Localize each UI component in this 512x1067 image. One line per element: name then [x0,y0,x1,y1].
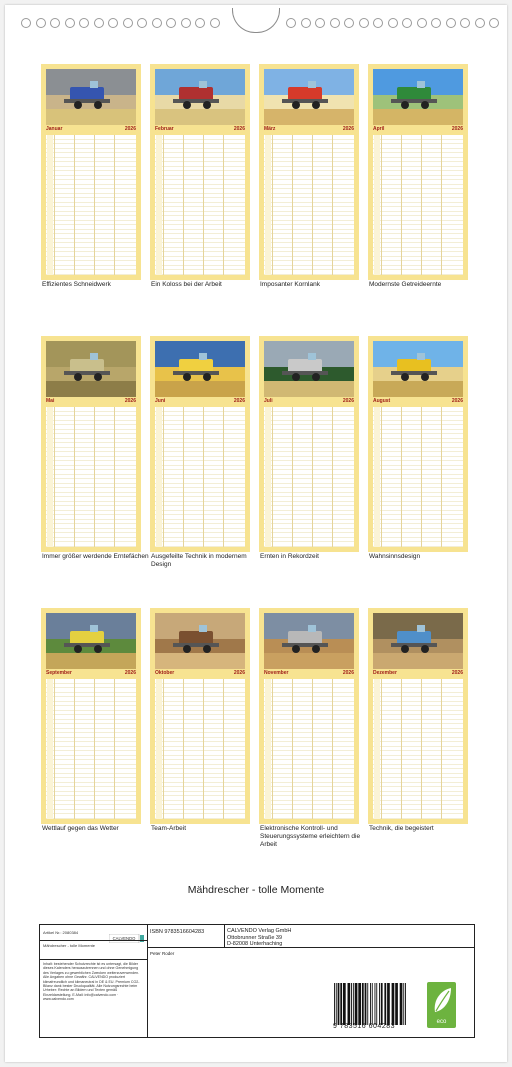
footer-divider [40,940,147,941]
month-caption: Ausgefeilte Technik in modernem Design [151,553,247,568]
month-caption: Modernste Getreideernte [369,281,442,288]
binding-hole [36,18,46,28]
month-header [373,397,463,407]
month-name: August [373,398,391,404]
month-page-august [368,336,468,552]
calvendo-logo [109,930,145,942]
month-header [264,669,354,679]
month-header [46,669,136,679]
day-grid [264,679,354,819]
month-year: 2026 [124,398,136,404]
month-name: Dezember [373,670,397,676]
binding-hole [50,18,60,28]
day-grid [155,135,245,275]
binding-hole [301,18,311,28]
month-caption: Elektronische Kontroll- und Steuerungssysteme erleichtern die Arbeit [260,825,361,848]
month-caption: Team-Arbeit [151,825,187,832]
month-name: Juli [264,398,273,404]
publisher-line: CALVENDO Verlag GmbH [227,928,292,934]
barcode-bar [358,983,361,1025]
day-grid [46,407,136,547]
day-grid [46,679,136,819]
barcode-bar [395,983,398,1025]
barcode-bar [405,983,406,1025]
article-number: Artikel Nr.: 2080384 [43,930,79,935]
month-page-november [259,608,359,824]
month-header [373,669,463,679]
month-photo [373,341,463,397]
month-name: April [373,126,385,132]
month-photo [264,69,354,125]
day-grid [46,135,136,275]
month-year: 2026 [233,670,245,676]
barcode-bar [355,983,358,1025]
month-page-september [41,608,141,824]
month-caption: Immer größer werdende Erntefächen [42,553,149,560]
footer-divider [147,947,474,948]
barcode-bar [387,983,390,1025]
month-header [155,125,245,135]
barcode-bar [340,983,342,1025]
month-photo [373,69,463,125]
binding-hole [402,18,412,28]
month-name: März [264,126,276,132]
isbn: ISBN 9783516604283 [150,929,205,935]
barcode-bar [392,983,395,1025]
binding-hole [21,18,31,28]
day-number-column [265,135,271,275]
binding-hole [94,18,104,28]
barcode-bar [403,983,404,1025]
barcode-bar [381,983,383,1025]
day-grid [264,407,354,547]
month-caption: Wettlauf gegen das Wetter [42,825,119,832]
binding-hole [373,18,383,28]
month-name: Juni [155,398,166,404]
month-page-märz [259,64,359,280]
day-number-column [374,679,380,819]
month-header [155,397,245,407]
binding-hole [210,18,220,28]
month-photo [46,613,136,669]
barcode-bar [343,983,346,1025]
barcode-bar [362,983,364,1025]
eco-badge [427,982,456,1028]
binding-hole [475,18,485,28]
barcode-bar [334,983,335,1025]
day-number-column [47,407,53,547]
barcode-bar [400,983,403,1025]
month-header [373,125,463,135]
month-year: 2026 [342,126,354,132]
month-year: 2026 [124,670,136,676]
day-number-column [47,135,53,275]
day-number-column [47,679,53,819]
binding-hole [460,18,470,28]
binding-hole [330,18,340,28]
month-page-juli [259,336,359,552]
month-page-april [368,64,468,280]
month-year: 2026 [451,670,463,676]
footer-divider [224,925,225,947]
barcode-number: 9 783516 604283 [333,1023,395,1030]
binding-hole [446,18,456,28]
footer-info-box [39,924,475,1038]
binding-hole [388,18,398,28]
svg-text:eco: eco [436,1019,447,1025]
month-year: 2026 [451,398,463,404]
month-header [46,397,136,407]
day-number-column [156,679,162,819]
binding-hole [489,18,499,28]
day-number-column [156,135,162,275]
month-page-dezember [368,608,468,824]
month-header [264,125,354,135]
day-number-column [374,407,380,547]
barcode-bar [376,983,377,1025]
month-year: 2026 [233,126,245,132]
month-caption: Ernten in Rekordzeit [260,553,319,560]
binding-hole [108,18,118,28]
month-header [155,669,245,679]
barcode-bar [370,983,371,1025]
day-grid [373,679,463,819]
day-grid [155,679,245,819]
day-grid [264,135,354,275]
binding-hole [417,18,427,28]
month-year: 2026 [451,126,463,132]
month-photo [46,341,136,397]
month-caption: Effizientes Schneidwerk [42,281,111,288]
barcode-bar [372,983,373,1025]
day-grid [155,407,245,547]
binding-hole [152,18,162,28]
barcode-bar [375,983,376,1025]
binding-hole [286,18,296,28]
barcode-bar [384,983,386,1025]
barcode-bar [351,983,352,1025]
month-page-februar [150,64,250,280]
month-page-oktober [150,608,250,824]
month-photo [264,613,354,669]
month-year: 2026 [342,398,354,404]
svg-text:CALVENDO: CALVENDO [112,936,136,942]
binding-hole [181,18,191,28]
month-caption: Technik, die begeistert [369,825,434,832]
barcode-bar [348,983,351,1025]
barcode-bar [365,983,367,1025]
product-title: Mähdrescher - tolle Momente [43,943,96,948]
day-grid [373,135,463,275]
binding-hole [431,18,441,28]
binding-hole [123,18,133,28]
month-caption: Ein Koloss bei der Arbeit [151,281,222,288]
barcode-bar [379,983,380,1025]
calendar-title: Mähdrescher - tolle Momente [187,884,325,896]
legal-text: Inhalt: bestehender Schutzrechte ist es untersagt, die Bilder dieses Kalenders herauszutrennen und ohne Genehmigung des Verlages zu gewerblichen Zwecken weiterzuverwenden. Alle Angaben ohne Gewähr. CALVENDO produziert klimafreundlich und klimaneutral in DE & EU. Premium CO2-Bilanz dank bester Druckqualität. Alle Nutzungsrechte beim Urheber: Rechte an Bildern und Texten gemäß Einzeldarstellung. E-Mail: info@calvendo.com · www.calvendo.com [43,962,140,1002]
barcode-bar [367,983,368,1025]
month-photo [264,341,354,397]
day-number-column [156,407,162,547]
binding-hole [344,18,354,28]
publisher-address [227,928,291,948]
binding-hole [315,18,325,28]
month-page-mai [41,336,141,552]
barcode-bar [353,983,354,1025]
footer-left-column [40,925,148,1037]
day-number-column [374,135,380,275]
author-name: Peter Roder [150,951,175,956]
footer-divider [40,959,147,960]
binding-hole [79,18,89,28]
month-name: Mai [46,398,55,404]
month-photo [373,613,463,669]
binding-hole [195,18,205,28]
month-name: Februar [155,126,174,132]
binding-hole [137,18,147,28]
month-name: Januar [46,126,63,132]
month-name: November [264,670,289,676]
month-name: Oktober [155,670,175,676]
month-caption: Imposanter Kornlank [260,281,320,288]
barcode-bar [338,983,340,1025]
binding-hole [166,18,176,28]
month-photo [46,69,136,125]
month-caption: Wahnsinnsdesign [369,553,421,560]
month-name: September [46,670,72,676]
barcode-bar [336,983,337,1025]
month-photo [155,613,245,669]
month-photo [155,341,245,397]
month-page-januar [41,64,141,280]
month-photo [155,69,245,125]
publisher-line: Ottobrunner Straße 39 [227,934,283,941]
day-number-column [265,407,271,547]
binding-hole [65,18,75,28]
month-page-juni [150,336,250,552]
publisher-line: D-82008 Unterhaching [227,941,283,947]
day-number-column [265,679,271,819]
binding-hole [359,18,369,28]
leaf-icon [427,982,456,1028]
month-year: 2026 [233,398,245,404]
month-header [264,397,354,407]
month-year: 2026 [342,670,354,676]
day-grid [373,407,463,547]
month-header [46,125,136,135]
month-year: 2026 [124,126,136,132]
